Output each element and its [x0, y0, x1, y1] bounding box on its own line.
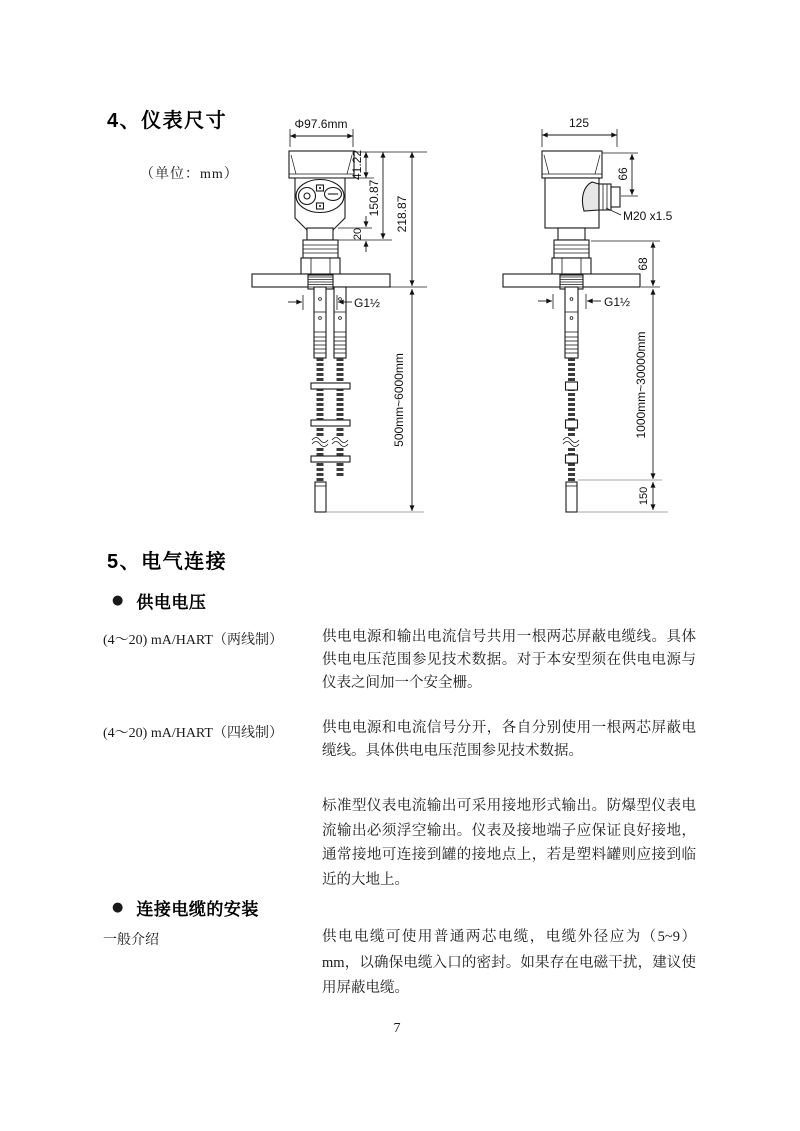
dim-total-label: 218.87 — [395, 195, 409, 233]
left-device-drawing — [252, 117, 427, 512]
row-text-four-wire: 供电电源和电流信号分开，各自分别使用一根两芯屏蔽电缆线。具体供电电压范围参见技术数据。 — [322, 720, 696, 759]
dim-diameter-label: Φ97.6mm — [294, 117, 348, 131]
row-label-four-wire: (4～20) mA/HART（四线制） — [103, 726, 283, 741]
row-label-two-wire: (4～20) mA/HART（两线制） — [103, 633, 283, 648]
row-text-grounding: 标准型仪表电流输出可采用接地形式输出。防爆型仪表电流输出必须浮空输出。仪表及接地端子应保证良好接地，通常接地可连接到罐的接地点上，若是塑料罐则应接到临近的大地上。 — [322, 798, 696, 888]
dim-thread-label-left: G1½ — [354, 296, 381, 310]
page-number: 7 — [393, 1021, 401, 1036]
bullet-icon: ● — [112, 900, 124, 915]
dim-weight-label: 150 — [638, 486, 650, 506]
supply-voltage-heading-row — [112, 588, 206, 613]
cable-gland — [582, 182, 620, 211]
supply-voltage-heading: 供电电压 — [136, 593, 207, 612]
dim-width-label: 125 — [568, 116, 590, 130]
unit-note: （单位：mm） — [140, 167, 239, 182]
dim-cap-label: 41.22 — [350, 149, 364, 181]
bullet-icon: ● — [112, 593, 124, 608]
dim-probe-length-label-right: 1000mm~30000mm — [634, 331, 648, 439]
dimension-drawings — [230, 100, 700, 540]
right-probe-tube — [562, 287, 581, 512]
left-probe-tubes — [311, 287, 350, 512]
right-device-drawing — [503, 116, 673, 512]
dim-neck-height-label: 68 — [636, 257, 650, 271]
dim-gland-offset-label: 66 — [616, 167, 630, 181]
dim-gland-thread-label: M20 x1.5 — [623, 209, 673, 223]
section5-title: 5、电气连接 — [107, 551, 228, 573]
row-label-general-intro: 一般介绍 — [103, 933, 159, 948]
row-text-two-wire: 供电电源和输出电流信号共用一根两芯屏蔽电缆线。具体供电电压范围参见技术数据。对于本安型须在供电电源与仪表之间加一个安全栅。 — [322, 629, 696, 691]
section4-title: 4、仪表尺寸 — [107, 110, 228, 132]
dim-housing-label: 150.87 — [367, 179, 381, 217]
cable-installation-heading-row — [112, 895, 259, 920]
dim-thread-label-right: G1½ — [604, 295, 631, 309]
dim-probe-length-label-left: 500mm~6000mm — [392, 353, 406, 447]
cable-installation-heading: 连接电缆的安装 — [136, 900, 259, 919]
dim-neck-label: 20 — [352, 227, 364, 241]
row-text-general-intro: 供电电缆可使用普通两芯电缆，电缆外径应为（5~9）mm，以确保电缆入口的密封。如果存在电磁干扰，建议使用屏蔽电缆。 — [322, 929, 696, 996]
